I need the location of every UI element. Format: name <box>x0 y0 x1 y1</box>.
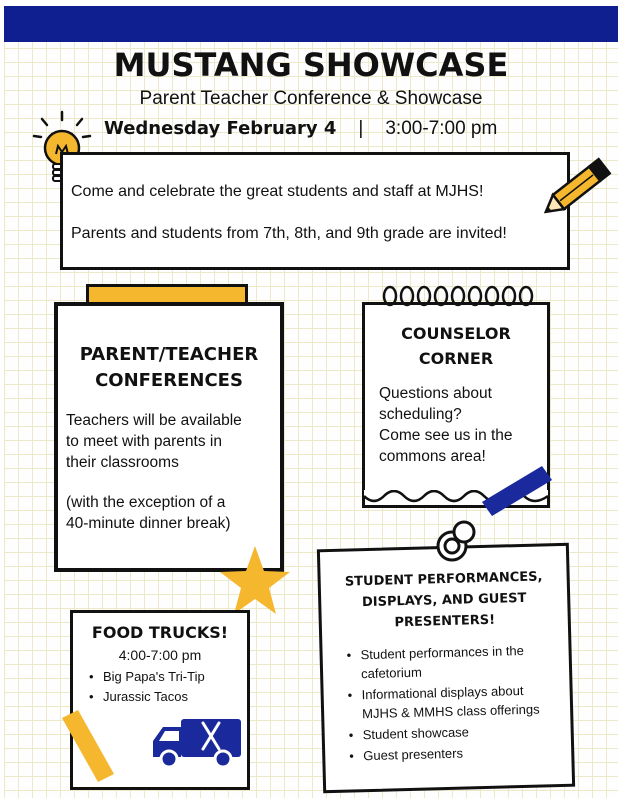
list-item <box>349 742 541 766</box>
page-subtitle: Parent Teacher Conference & Showcase <box>139 88 483 109</box>
intro-box <box>60 152 570 270</box>
list-item: • Big Papa's Tri-Tip <box>89 667 205 687</box>
pt-body-line: Teachers will be available <box>66 412 242 429</box>
counselor-body-line: Questions about <box>379 385 492 402</box>
list-item-line: cafetorium <box>360 664 422 682</box>
performances-title <box>320 566 568 635</box>
pt-body-line: their classrooms <box>66 454 179 471</box>
event-time: 3:00-7:00 pm <box>385 118 498 139</box>
pt-note-line: (with the exception of a <box>66 494 226 511</box>
event-date-time <box>104 118 564 140</box>
pt-note-line: 40-minute dinner break) <box>66 515 231 532</box>
counselor-body <box>379 383 513 467</box>
parent-teacher-body <box>66 410 242 473</box>
parent-teacher-card <box>54 302 284 572</box>
list-item-line: • Student showcase <box>362 724 470 743</box>
counselor-title-line1: COUNSELOR <box>401 324 511 343</box>
food-trucks-time: 4:00-7:00 pm <box>118 647 202 663</box>
list-item <box>346 641 538 684</box>
list-item <box>348 721 540 745</box>
parent-teacher-title-line1: PARENT/TEACHER <box>79 344 259 365</box>
flyer-page <box>4 6 618 798</box>
performances-title-line2: DISPLAYS, AND GUEST <box>361 590 527 611</box>
parent-teacher-note <box>66 492 231 534</box>
yellow-tape-icon <box>58 706 118 786</box>
performances-list <box>346 641 541 766</box>
parent-teacher-title-line2: CONFERENCES <box>95 370 243 391</box>
list-item-line: • Guest presenters <box>363 745 464 764</box>
performances-title-line3: PRESENTERS! <box>394 612 496 631</box>
page-title: MUSTANG SHOWCASE <box>113 46 509 84</box>
counselor-title-line2: CORNER <box>418 349 494 368</box>
intro-line-2: Parents and students from 7th, 8th, and 9th grade are invited! <box>71 225 507 242</box>
food-trucks-list <box>89 667 205 707</box>
star-icon <box>218 544 292 618</box>
date-separator: | <box>358 118 364 139</box>
pencil-icon <box>536 152 618 224</box>
counselor-title <box>365 321 547 371</box>
list-item <box>347 681 539 724</box>
counselor-body-line: Come see us in the <box>379 427 513 444</box>
event-day: Wednesday February 4 <box>104 118 337 139</box>
pushpin-icon <box>434 518 480 564</box>
spiral-binding-icon <box>380 282 536 310</box>
food-truck-icon <box>151 709 243 773</box>
blue-tape-icon <box>476 458 556 518</box>
counselor-body-line: commons area! <box>379 448 486 465</box>
counselor-body-line: scheduling? <box>379 406 462 423</box>
intro-line-1: Come and celebrate the great students and staff at MJHS! <box>71 183 484 200</box>
list-item-line: • Informational displays about <box>361 682 524 703</box>
list-item-line: MJHS & MMHS class offerings <box>361 701 540 722</box>
list-item-line: • Student performances in the <box>360 642 525 663</box>
performances-title-line1: STUDENT PERFORMANCES, <box>344 569 543 590</box>
parent-teacher-title <box>58 342 280 394</box>
food-trucks-title: FOOD TRUCKS! <box>91 623 229 642</box>
performances-card <box>317 543 575 794</box>
top-banner <box>4 6 618 42</box>
list-item: • Jurassic Tacos <box>89 687 205 707</box>
pt-body-line: to meet with parents in <box>66 433 222 450</box>
